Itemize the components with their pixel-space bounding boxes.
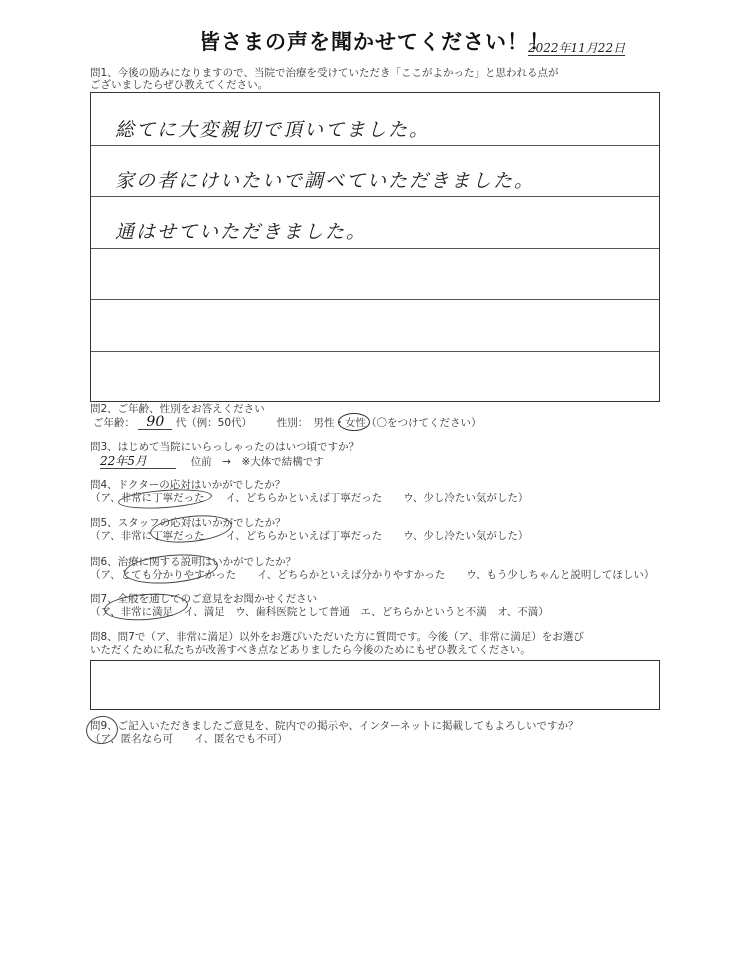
q9-text: 問9、ご記入いただきましたご意見を、院内での掲示や、インターネットに掲載してもよろしいですか？ bbox=[90, 720, 579, 732]
q1-text-line1: 問1、今後の励みになりますので、当院で治療を受けていただき「ここがよかった」と思われる点が bbox=[90, 67, 559, 79]
ruled-line bbox=[91, 351, 659, 352]
ruled-line bbox=[91, 145, 659, 146]
q1-text-line2: ございましたらぜひ教えてください。 bbox=[90, 79, 269, 91]
q5-options[interactable]: （ア、非常に丁寧だった イ、どちらかといえば丁寧だった ウ、少し冷たい気がした） bbox=[90, 530, 529, 542]
q4-text: 問4、ドクターの応対はいかがでしたか？ bbox=[90, 479, 286, 491]
ruled-line bbox=[91, 248, 659, 249]
q5-text: 問5、スタッフの応対はいかがでしたか？ bbox=[90, 517, 286, 529]
q9-options[interactable]: （ア、匿名なら可 イ、匿名でも不可） bbox=[90, 733, 288, 745]
ruled-line bbox=[91, 196, 659, 197]
q7-options[interactable]: （ア、非常に満足 イ、満足 ウ、歯科医院として普通 エ、どちらかというと不満 オ、不満） bbox=[90, 606, 549, 618]
q1-answer-line-1: 総てに大変親切で頂いてました。 bbox=[115, 119, 431, 141]
page-title: 皆さまの声を聞かせてください！！ bbox=[199, 30, 551, 54]
q2-age-suffix: 代（例：50代） bbox=[175, 417, 253, 429]
q7-text: 問7、全般を通してのご意見をお聞かせください bbox=[90, 593, 318, 605]
q6-text: 問6、治療に関する説明はいかがでしたか？ bbox=[90, 556, 297, 568]
q3-answer-row bbox=[100, 455, 324, 469]
q8-answer-box[interactable] bbox=[90, 660, 660, 710]
q3-suffix: 位前 → ※大体で結構です bbox=[190, 456, 324, 468]
q2-age-row bbox=[93, 416, 482, 430]
q8-text-line2: いただくために私たちが改善すべき点などありましたら今後のためにもぜひ教えてください。 bbox=[90, 644, 531, 656]
female-circle-mark bbox=[338, 413, 370, 431]
q3-answer[interactable]: 22年5月 bbox=[100, 455, 176, 469]
q2-sex-text: 性別： 男性・女性（〇をつけてください） bbox=[276, 417, 482, 429]
handwritten-date: 2022年11月22日 bbox=[528, 41, 626, 55]
q2-age-label: ご年齢： bbox=[93, 417, 135, 429]
q1-answer-box[interactable] bbox=[90, 92, 660, 402]
q8-text-line1: 問8、問7で（ア、非常に満足）以外をお選びいただいた方に質問です。今後（ア、非常に満足）をお選び bbox=[90, 631, 584, 643]
q3-text: 問3、はじめて当院にいらっしゃったのはいつ頃ですか？ bbox=[90, 441, 360, 453]
ruled-line bbox=[91, 299, 659, 300]
q1-answer-line-3: 通はせていただきました。 bbox=[115, 221, 368, 243]
q2-text: 問2、ご年齢、性別をお答えください bbox=[90, 403, 265, 415]
q4-options[interactable]: （ア、非常に丁寧だった イ、どちらかといえば丁寧だった ウ、少し冷たい気がした） bbox=[90, 492, 529, 504]
q2-age-value[interactable]: 90 bbox=[138, 416, 172, 430]
q1-answer-line-2: 家の者にけいたいで調べていただきました。 bbox=[115, 170, 536, 192]
q6-options[interactable]: （ア、とても分かりやすかった イ、どちらかといえば分かりやすかった ウ、もう少しちゃんと説明してほしい） bbox=[90, 569, 655, 581]
